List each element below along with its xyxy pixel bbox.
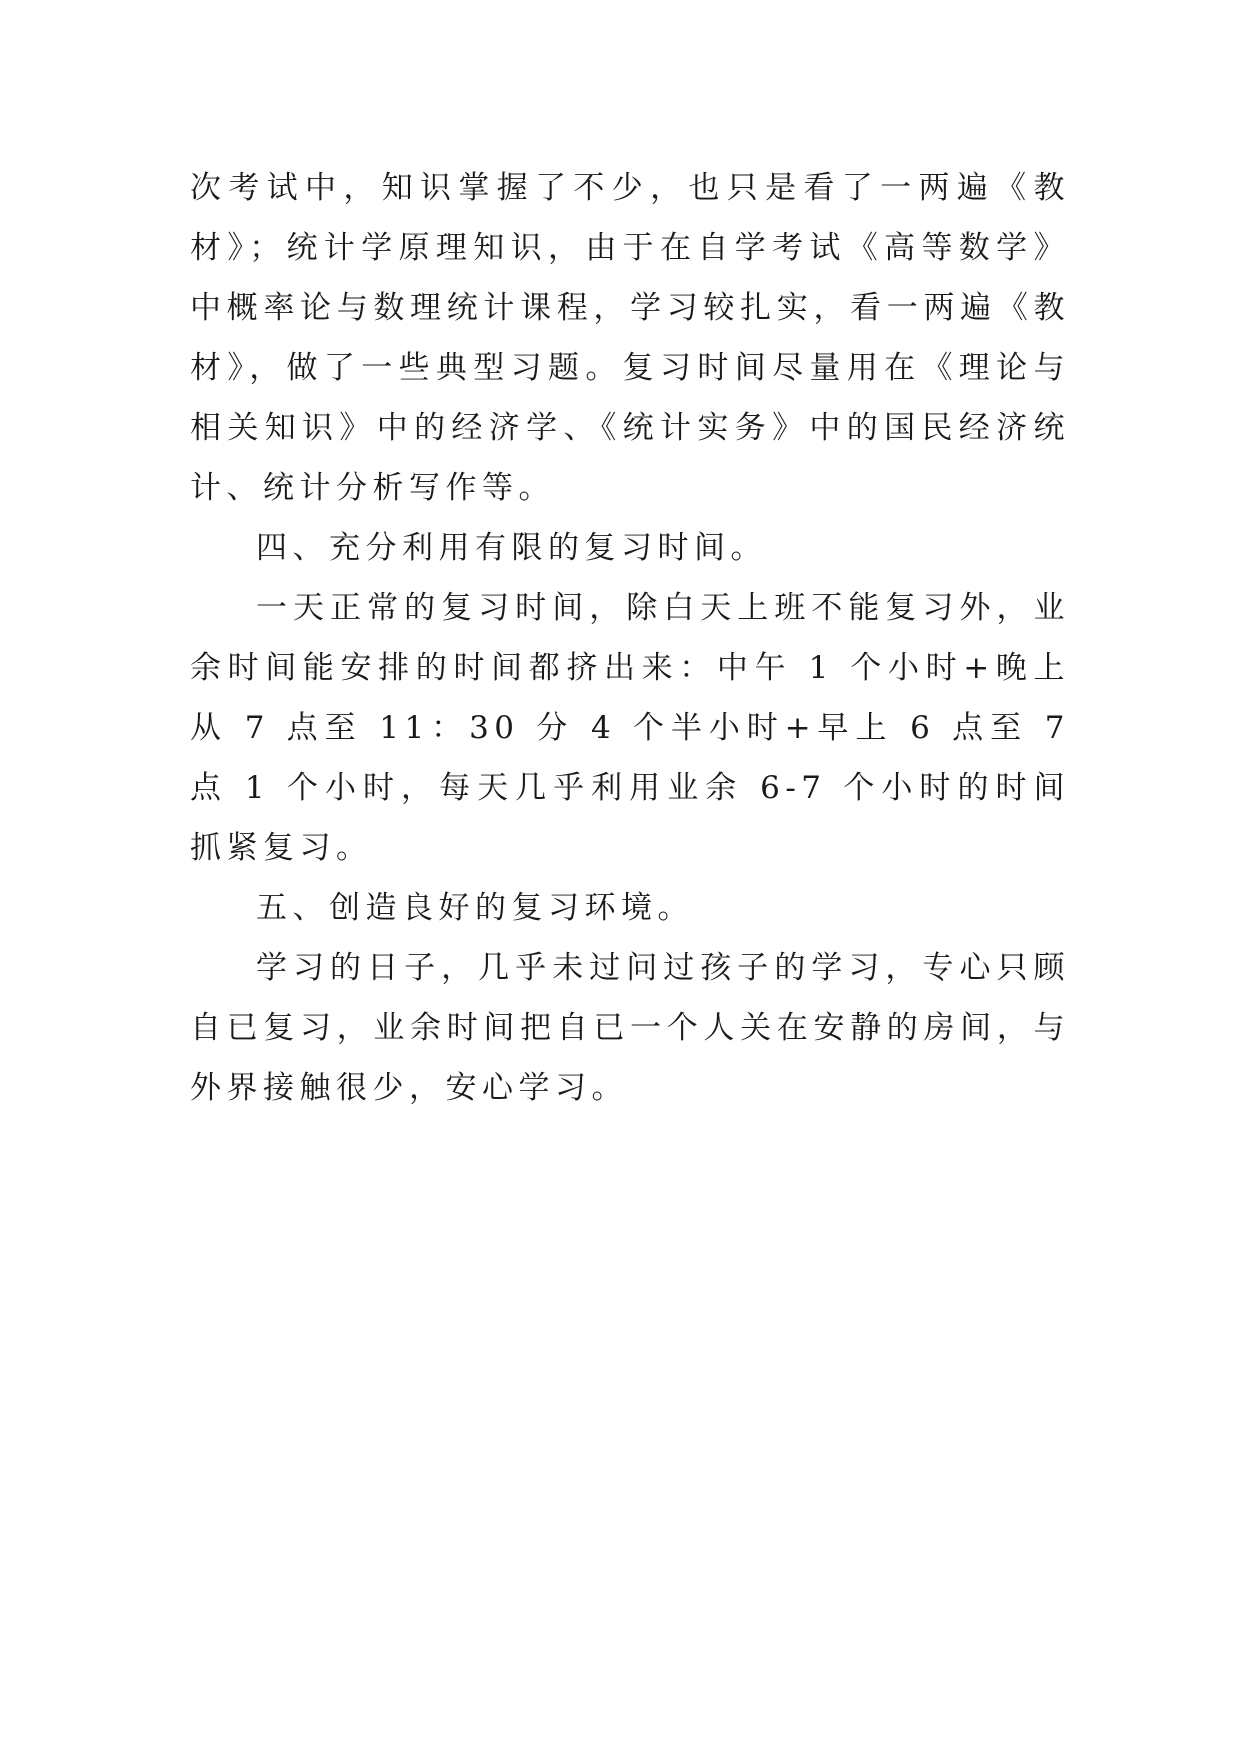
section-heading-5: 五、创造良好的复习环境。 bbox=[256, 890, 694, 926]
paragraph-study-environment: 学习的日子，几乎未过问过孩子的学习，专心只顾自已复习，业余时间把自已一个人关在安静的房间，与外界接触很少，安心学习。 bbox=[190, 950, 1070, 1106]
paragraph-daily-schedule: 一天正常的复习时间，除白天上班不能复习外，业余时间能安排的时间都挤出来：中午 1 个小时+晚上从 7 点至 11：30 分 4 个半小时+早上 6 点至 7 点 1 个小时，每天几乎利用业余 6-7 个小时的时间抓紧复习。 bbox=[190, 590, 1070, 866]
section-heading-4: 四、充分利用有限的复习时间。 bbox=[256, 530, 767, 566]
body-text bbox=[190, 158, 1070, 1118]
paragraph-continuation: 次考试中，知识掌握了不少，也只是看了一两遍《教材》；统计学原理知识，由于在自学考试《高等数学》中概率论与数理统计课程，学习较扎实，看一两遍《教材》，做了一些典型习题。复习时间尽量用在《理论与相关知识》中的经济学、《统计实务》中的国民经济统计、统计分析写作等。 bbox=[190, 170, 1070, 506]
